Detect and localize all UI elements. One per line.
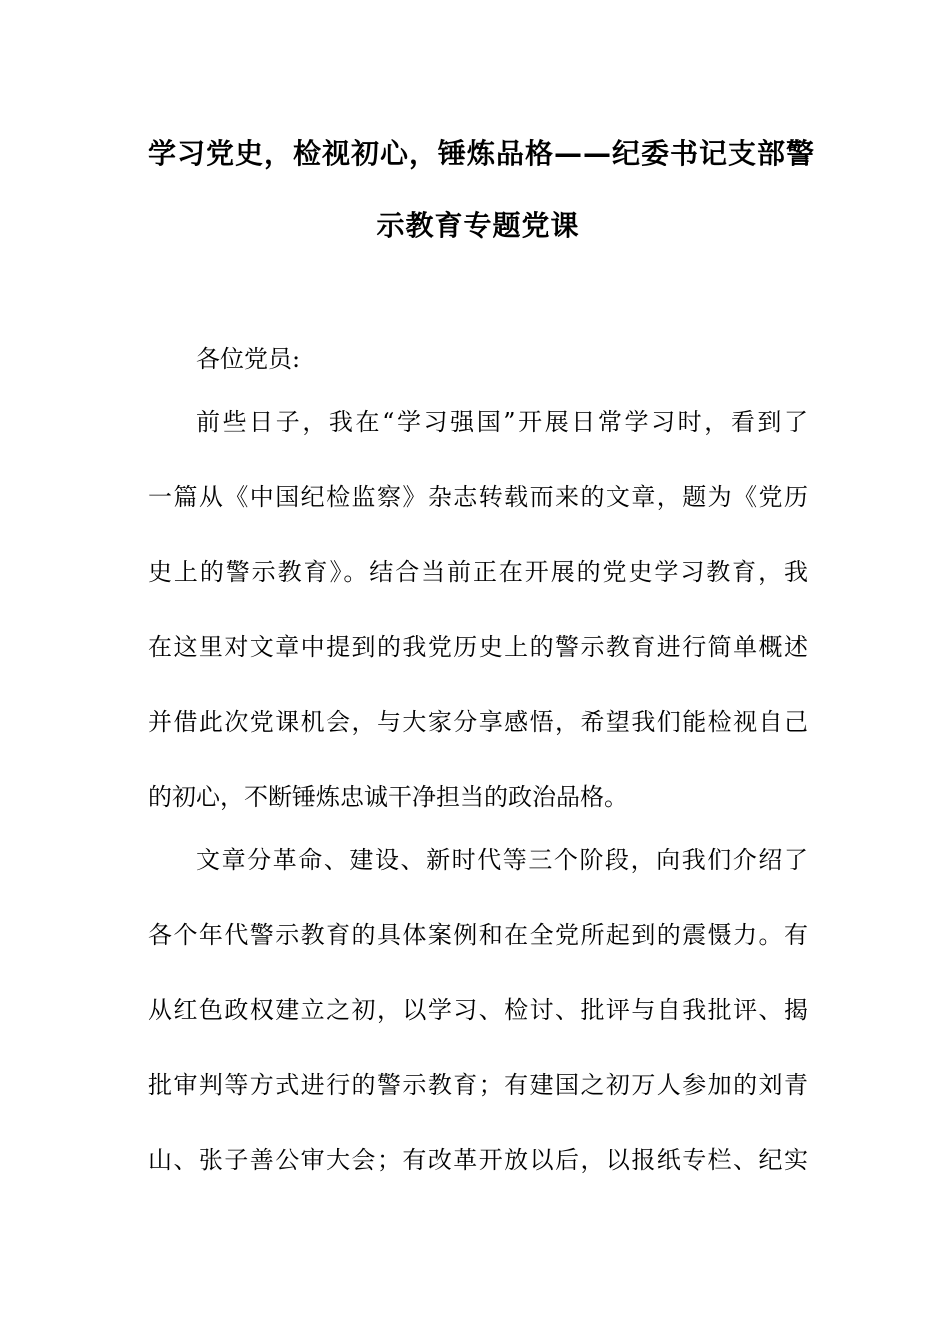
paragraph-line: 批审判等方式进行的警示教育；有建国之初万人参加的刘青 bbox=[148, 1071, 808, 1099]
paragraph-line: 山、张子善公审大会；有改革开放以后，以报纸专栏、纪实 bbox=[148, 1146, 808, 1174]
paragraph-line: 从红色政权建立之初，以学习、检讨、批评与自我批评、揭 bbox=[148, 996, 808, 1024]
paragraph-line: 前些日子，我在“学习强国”开展日常学习时，看到了 bbox=[196, 408, 808, 436]
paragraph-line: 并借此次党课机会，与大家分享感悟，希望我们能检视自己 bbox=[148, 708, 808, 736]
paragraph-line: 史上的警示教育》。结合当前正在开展的党史学习教育，我 bbox=[148, 558, 808, 586]
paragraph-line: 的初心，不断锤炼忠诚干净担当的政治品格。 bbox=[148, 783, 628, 811]
paragraph-line: 一篇从《中国纪检监察》杂志转载而来的文章，题为《党历 bbox=[148, 483, 808, 511]
document-title-line-2: 示教育专题党课 bbox=[376, 209, 580, 242]
paragraph-line: 各个年代警示教育的具体案例和在全党所起到的震慑力。有 bbox=[148, 921, 808, 949]
document-title-line-1: 学习党史，检视初心，锤炼品格——纪委书记支部警 bbox=[148, 137, 816, 170]
paragraph-line: 文章分革命、建设、新时代等三个阶段，向我们介绍了 bbox=[196, 846, 808, 874]
paragraph-line: 在这里对文章中提到的我党历史上的警示教育进行简单概述 bbox=[148, 633, 808, 661]
salutation: 各位党员: bbox=[196, 345, 301, 373]
